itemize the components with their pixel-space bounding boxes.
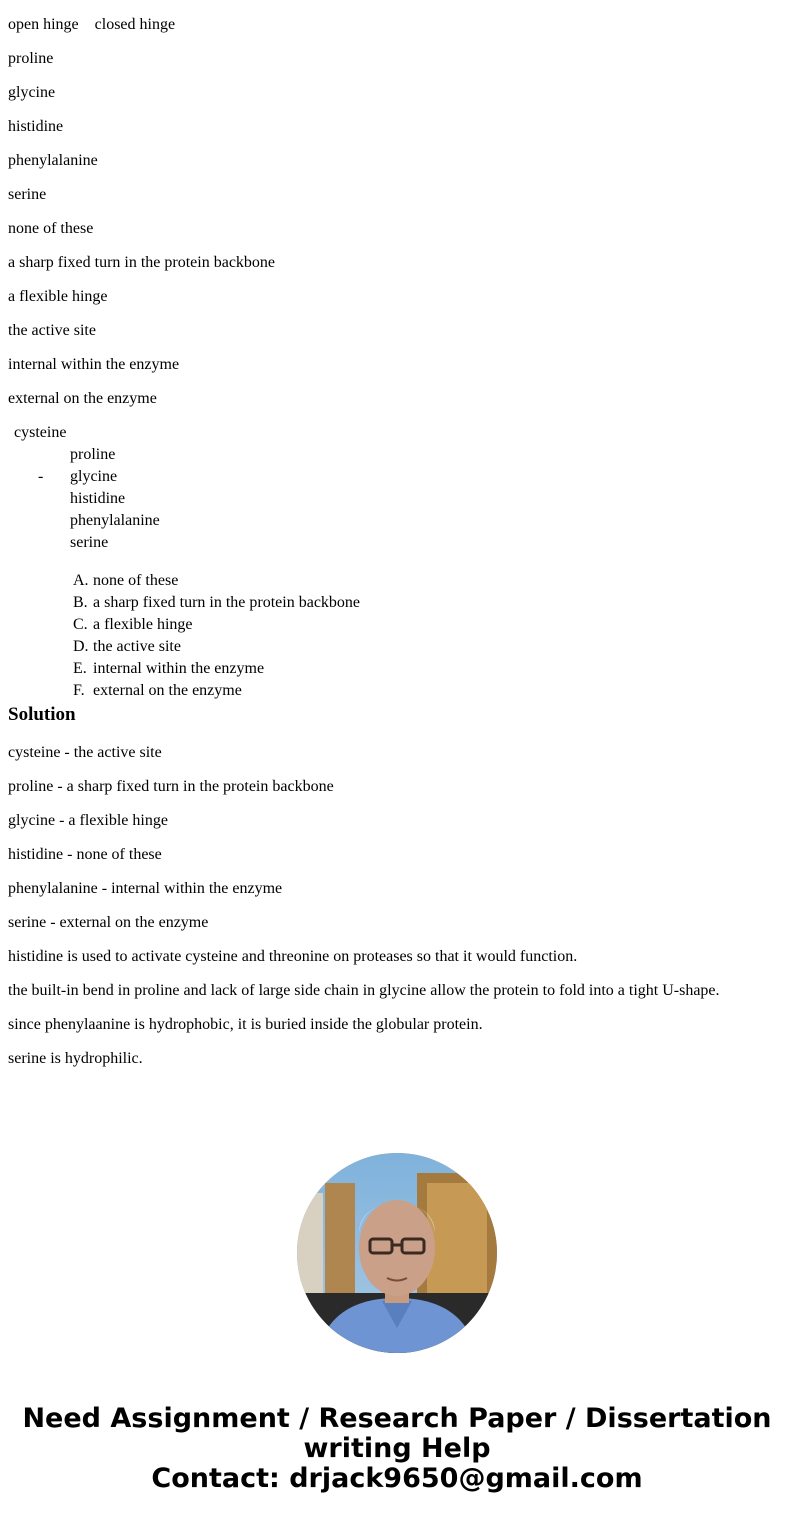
closed-hinge-label: closed hinge — [94, 16, 176, 33]
amino-item: histidine — [70, 490, 126, 507]
solution-line: histidine - none of these — [8, 846, 162, 863]
option-text: none of these — [93, 572, 179, 589]
option-list — [73, 570, 360, 702]
promo-line-2: writing Help — [303, 1433, 491, 1464]
option-item — [73, 680, 360, 702]
option-letter: C. — [73, 616, 88, 633]
solution-line: phenylalanine - internal within the enzyme — [8, 880, 283, 897]
promo-banner — [0, 1404, 794, 1494]
option-text: internal within the enzyme — [93, 660, 265, 677]
option-letter: E. — [73, 660, 87, 677]
list-item: none of these — [8, 220, 94, 237]
list-item: histidine — [8, 118, 64, 135]
option-text: a sharp fixed turn in the protein backbone — [93, 594, 361, 611]
list-item: proline — [8, 50, 54, 67]
solution-heading: Solution — [8, 704, 76, 725]
solution-line: since phenylaanine is hydrophobic, it is buried inside the globular protein. — [8, 1016, 483, 1033]
solution-line: serine - external on the enzyme — [8, 914, 209, 931]
dash-marker: - — [38, 468, 44, 485]
first-amino: cysteine — [14, 424, 67, 441]
list-item: internal within the enzyme — [8, 356, 180, 373]
option-letter: F. — [73, 682, 85, 699]
solution-line: the built-in bend in proline and lack of large side chain in glycine allow the protein to fold into a tight U-shape. — [8, 982, 720, 999]
option-item — [73, 614, 360, 636]
list-item: phenylalanine — [8, 152, 98, 169]
solution-line: cysteine - the active site — [8, 744, 162, 761]
list-item: the active site — [8, 322, 96, 339]
option-text: external on the enzyme — [93, 682, 242, 699]
amino-item: proline — [70, 446, 116, 463]
open-hinge-label: open hinge — [8, 16, 79, 33]
list-item: a flexible hinge — [8, 288, 108, 305]
amino-item: glycine — [70, 468, 118, 485]
option-letter: D. — [73, 638, 89, 655]
avatar — [297, 1153, 497, 1353]
document-content — [8, 0, 778, 1084]
option-letter: A. — [73, 572, 89, 589]
solution-line: histidine is used to activate cysteine and threonine on proteases so that it would function. — [8, 948, 578, 965]
option-item — [73, 570, 360, 592]
amino-item: serine — [70, 534, 109, 551]
amino-item: phenylalanine — [70, 512, 160, 529]
option-text: the active site — [93, 638, 181, 655]
hinge-options — [8, 16, 778, 34]
option-item — [73, 636, 360, 658]
matching-block — [8, 424, 778, 704]
option-item — [73, 658, 360, 680]
list-item: serine — [8, 186, 47, 203]
list-item: a sharp fixed turn in the protein backbone — [8, 254, 276, 271]
list-item: external on the enzyme — [8, 390, 157, 407]
option-item — [73, 592, 360, 614]
solution-line: glycine - a flexible hinge — [8, 812, 168, 829]
promo-contact: Contact: drjack9650@gmail.com — [151, 1463, 643, 1494]
author-photo-icon — [297, 1153, 497, 1353]
solution-line: proline - a sharp fixed turn in the protein backbone — [8, 778, 334, 795]
option-text: a flexible hinge — [93, 616, 193, 633]
option-letter: B. — [73, 594, 88, 611]
promo-line-1: Need Assignment / Research Paper / Dissertation — [22, 1403, 772, 1434]
list-item: glycine — [8, 84, 56, 101]
solution-line: serine is hydrophilic. — [8, 1050, 143, 1067]
